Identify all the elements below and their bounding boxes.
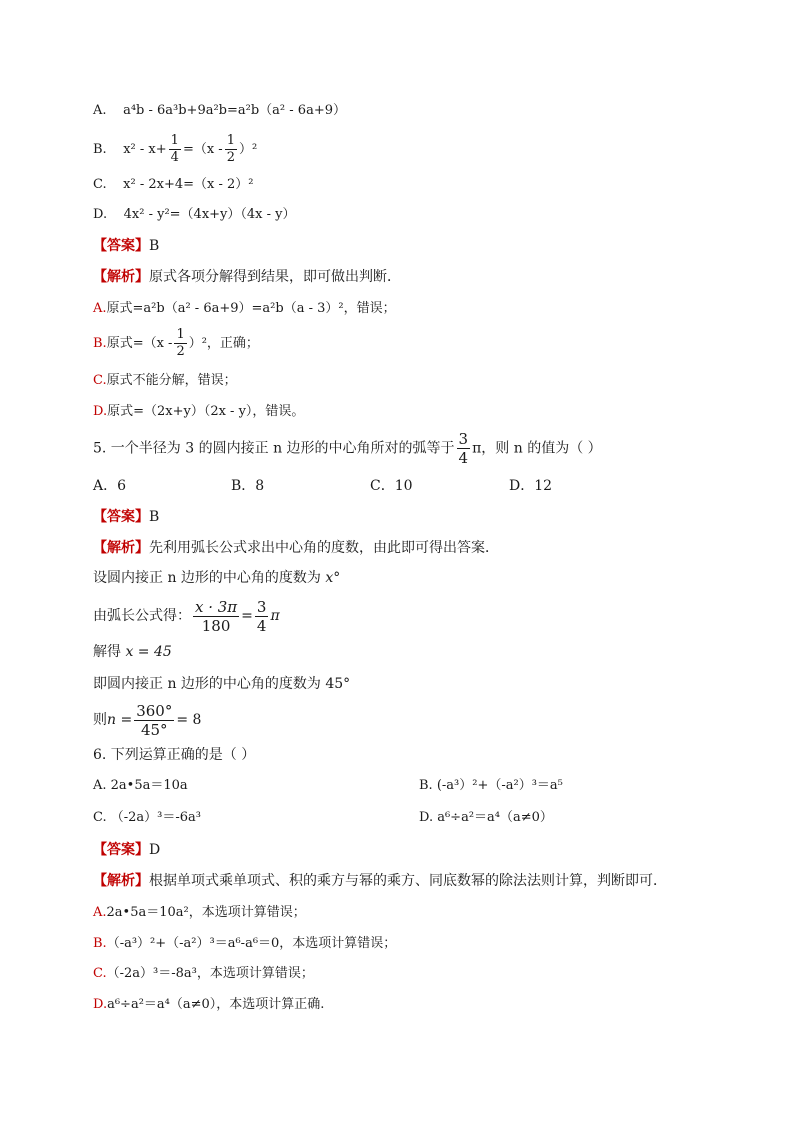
numerator: 3 (458, 430, 469, 448)
numerator: 1 (226, 133, 235, 148)
q4-analysis (93, 267, 401, 287)
solution-label: A. (93, 905, 107, 920)
option-d: D. a⁶÷a²＝a⁴（a≠0） (419, 810, 553, 825)
denominator: 180 (201, 616, 231, 635)
expr-part: =（x - (182, 142, 223, 157)
step-text: 设圆内接正 n 边形的中心角的度数为 (93, 570, 321, 586)
solution-text: 原式不能分解，错误； (106, 373, 237, 388)
option-c: C. （-2a）³＝-6a³ (93, 810, 201, 825)
option-d: D．12 (509, 478, 553, 494)
step-text: 解得 (93, 644, 121, 660)
solution-text: 2a•5a＝10a²，本选项计算错误； (106, 905, 306, 920)
pi-symbol: π (270, 608, 280, 624)
q6-options-row-1 (93, 776, 713, 796)
q6-solution-c (93, 964, 314, 984)
option-b: B．8 (231, 478, 265, 494)
option-text: 4x² - y²=（4x+y）（4x - y） (123, 207, 296, 222)
answer-value: B (149, 238, 160, 254)
fraction-one-half (174, 327, 186, 360)
step-text: 即圆内接正 n 边形的中心角的度数为 45° (93, 676, 351, 692)
q4-option-d (93, 205, 296, 225)
numerator: 3 (256, 597, 267, 616)
solution-label: C. (93, 373, 107, 388)
q5-step-3 (93, 642, 172, 662)
analysis-text: 根据单项式乘单项式、积的乘方与幂的乘方、同底数幂的除法法则计算，判断即可． (149, 873, 667, 889)
fraction-one-quarter (169, 133, 181, 166)
solution-label: D. (93, 997, 108, 1012)
option-a: A．6 (93, 478, 127, 494)
step-var: n = (107, 712, 133, 728)
solution-label: B. (93, 336, 107, 351)
step-var: x° (325, 570, 341, 586)
solution-text: 原式=a²b（a² - 6a+9）=a²b（a - 3）²，错误； (106, 301, 396, 316)
analysis-tag: 【解析】 (93, 269, 149, 285)
q6-solution-a (93, 903, 306, 923)
solution-label: A. (93, 301, 107, 316)
q6-analysis (93, 871, 667, 891)
solution-label: B. (93, 936, 107, 951)
q5-step-2 (93, 596, 280, 636)
q4-solution-c (93, 371, 237, 391)
option-b: B. (-a³）²+（-a²）³＝a⁵ (419, 778, 563, 793)
q4-option-b (93, 133, 257, 166)
step-text: 由弧长公式得： (93, 608, 191, 624)
q6-stem (93, 745, 255, 765)
solution-label: C. (93, 966, 107, 981)
answer-tag: 【答案】 (93, 238, 149, 254)
answer-value: D (149, 842, 161, 858)
denominator: 45° (140, 720, 168, 739)
solution-text: 原式=（2x+y）（2x - y），错误。 (107, 404, 305, 419)
q5-options (93, 476, 653, 496)
analysis-tag: 【解析】 (93, 540, 149, 556)
q4-answer (93, 236, 159, 256)
q6-solution-d (93, 995, 324, 1015)
q5-step-5 (93, 700, 201, 740)
numerator: x · 3π (195, 597, 238, 616)
option-label: D. (93, 207, 108, 222)
step-result: = 8 (176, 712, 202, 728)
fraction-degrees (134, 702, 174, 739)
option-label: C. (93, 177, 107, 192)
numerator: 360° (136, 701, 173, 720)
solution-text: （-2a）³＝-8a³，本选项计算错误； (106, 966, 314, 981)
denominator: 2 (176, 344, 185, 359)
q4-solution-a (93, 299, 396, 319)
option-a: A. 2a•5a＝10a (93, 778, 188, 793)
analysis-tag: 【解析】 (93, 873, 149, 889)
q4-solution-d (93, 402, 304, 422)
step-text: 则 (93, 712, 107, 728)
question-stem: 6. 下列运算正确的是（ ） (93, 747, 256, 763)
solution-text: （-a³）²+（-a²）³＝a⁶-a⁶＝0，本选项计算错误； (106, 936, 397, 951)
question-stem: 5. 一个半径为 3 的圆内接正 n 边形的中心角所对的弧等于 (93, 440, 455, 457)
fraction-three-quarters (457, 430, 471, 467)
answer-value: B (149, 509, 160, 525)
answer-tag: 【答案】 (93, 842, 149, 858)
q5-answer (93, 507, 159, 527)
solution-text: 原式=（x - (106, 336, 173, 351)
expr-part: ）² (238, 142, 258, 157)
option-label: A. (93, 103, 107, 118)
q5-step-1 (93, 568, 340, 588)
q6-solution-b (93, 934, 396, 954)
option-label: B. (93, 142, 107, 157)
analysis-text: 原式各项分解得到结果，即可做出判断． (149, 269, 401, 285)
q4-option-c (93, 175, 254, 195)
answer-tag: 【答案】 (93, 509, 149, 525)
q5-stem (93, 430, 602, 467)
option-text: a⁴b - 6a³b+9a²b=a²b（a² - 6a+9） (123, 103, 346, 118)
q5-analysis (93, 538, 499, 558)
q6-answer (93, 840, 160, 860)
option-c: C．10 (370, 478, 413, 494)
denominator: 4 (458, 449, 469, 467)
numerator: 1 (176, 327, 185, 342)
denominator: 4 (256, 616, 267, 635)
q4-option-a (93, 101, 346, 121)
fraction-one-half (225, 133, 237, 166)
q5-step-4 (93, 674, 350, 694)
analysis-text: 先利用弧长公式求出中心角的度数，由此即可得出答案． (149, 540, 499, 556)
q4-solution-b (93, 327, 259, 360)
denominator: 4 (170, 150, 179, 165)
step-equation: x = 45 (125, 644, 172, 660)
question-stem: π，则 n 的值为（ ） (472, 440, 602, 457)
expr-part: x² - x+ (123, 142, 167, 157)
q6-options-row-2 (93, 808, 713, 828)
option-text: x² - 2x+4=（x - 2）² (123, 177, 254, 192)
solution-label: D. (93, 404, 108, 419)
fraction-three-quarters (255, 598, 269, 635)
fraction-arc-formula (193, 598, 239, 635)
equals-sign: = (241, 608, 253, 624)
solution-text: a⁶÷a²＝a⁴（a≠0），本选项计算正确. (107, 997, 325, 1012)
denominator: 2 (226, 150, 235, 165)
solution-text: ）²，正确； (188, 336, 259, 351)
numerator: 1 (170, 133, 179, 148)
